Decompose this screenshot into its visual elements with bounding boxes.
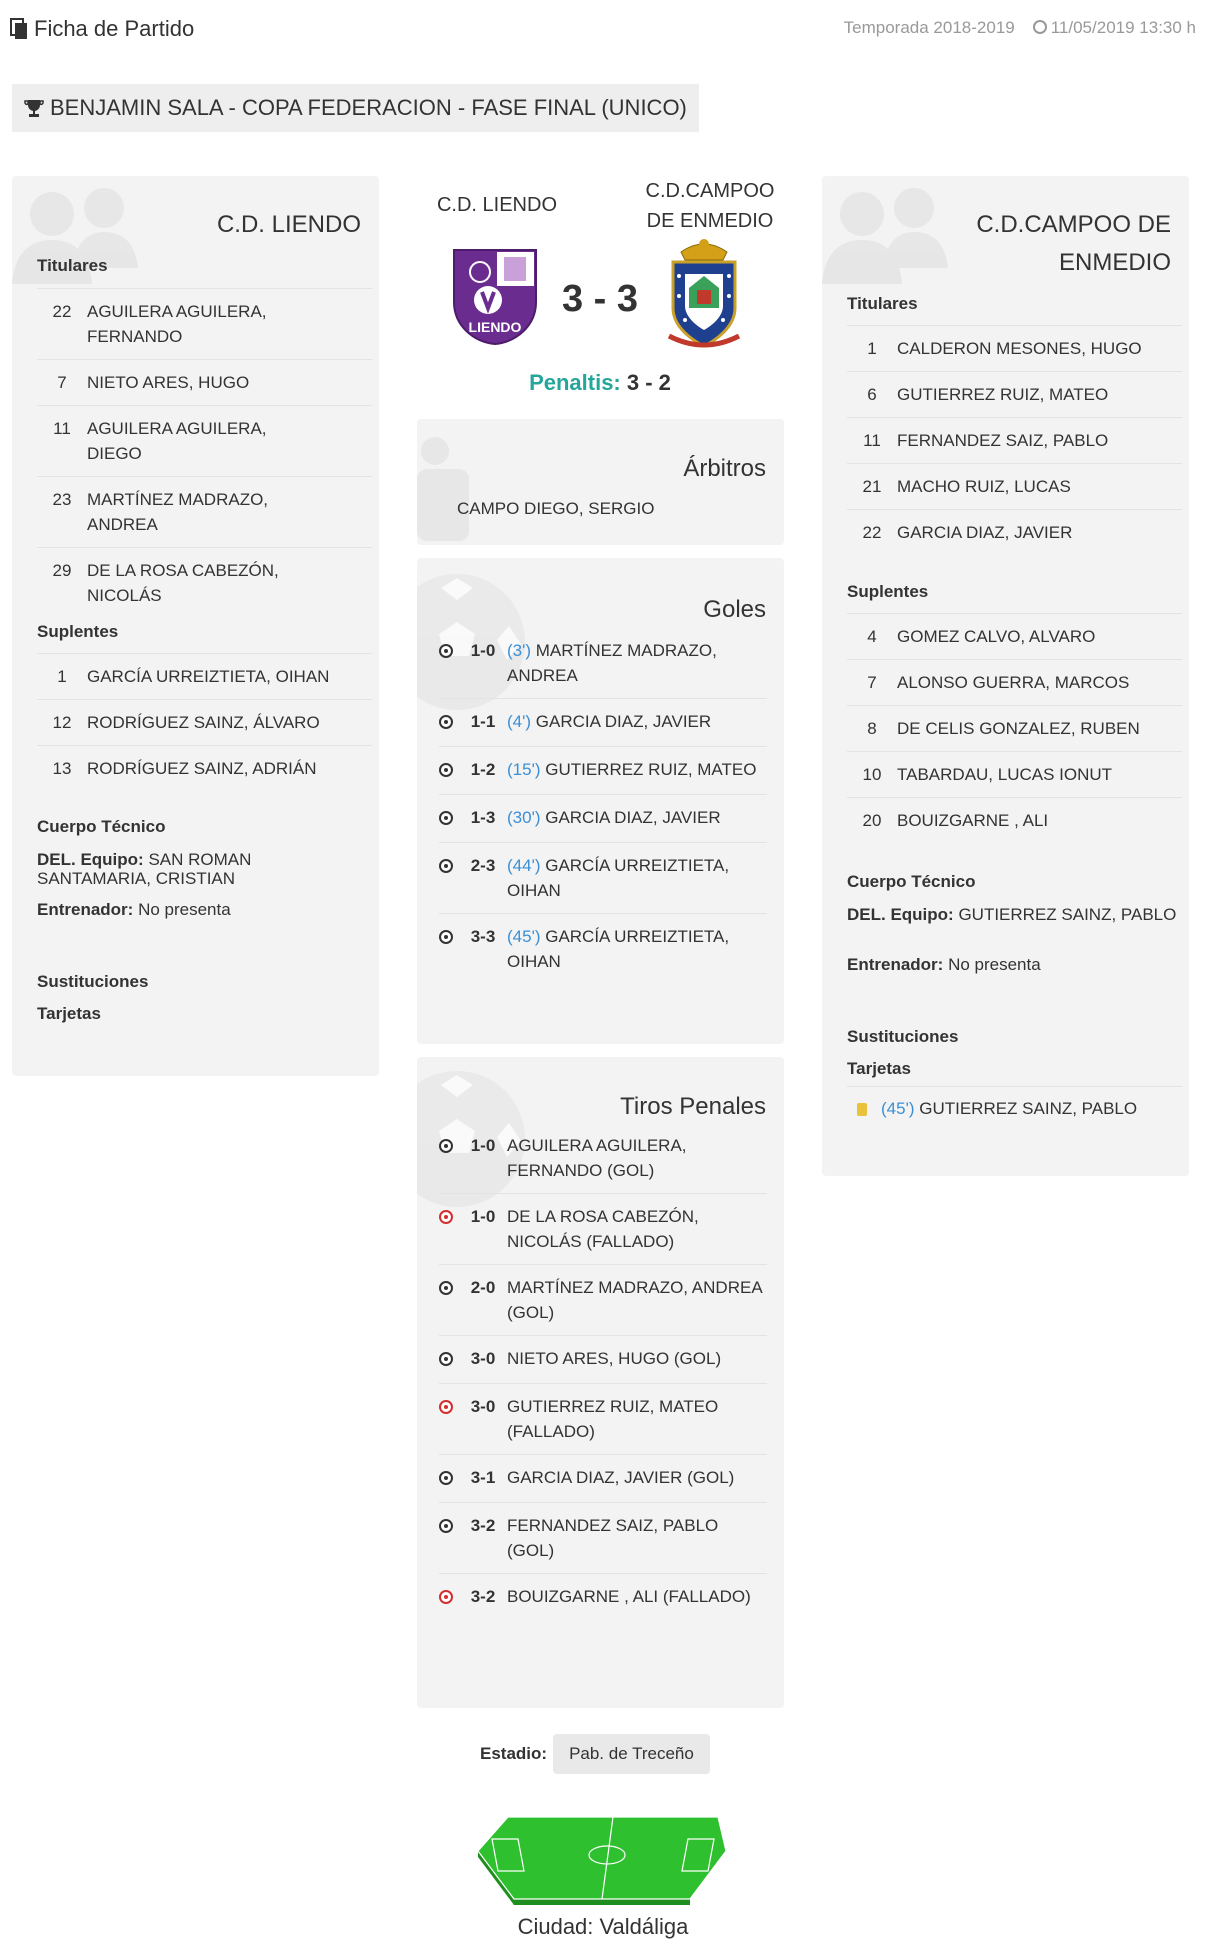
away-subs-label: Suplentes <box>847 582 929 601</box>
away-team-panel <box>822 176 1189 1176</box>
home-delegate <box>37 850 367 888</box>
goal-minute: (3') <box>507 641 532 660</box>
player-number: 29 <box>52 561 72 580</box>
goal-result: 3-3 <box>470 927 496 946</box>
penalty-row <box>439 1503 767 1574</box>
page-title-text: Ficha de Partido <box>34 16 195 41</box>
away-cards-list <box>847 1086 1182 1119</box>
goal-result: 1-2 <box>470 760 496 779</box>
goal-player: GARCÍA URREIZTIETA, OIHAN <box>507 856 730 900</box>
player-number: 21 <box>862 477 882 496</box>
referees-title: Árbitros <box>683 455 766 482</box>
away-starters-list <box>847 325 1182 555</box>
soccer-ball-icon <box>439 811 453 825</box>
player-name: MACHO RUIZ, LUCAS <box>897 477 1071 496</box>
penalty-row <box>439 1123 767 1194</box>
player-number: 7 <box>867 673 877 692</box>
home-substitutions-label: Sustituciones <box>37 972 149 991</box>
away-cards-label: Tarjetas <box>847 1059 911 1078</box>
goal-player: GARCIA DIAZ, JAVIER <box>535 712 712 731</box>
home-starters-label: Titulares <box>37 256 108 275</box>
away-coach <box>847 955 1177 974</box>
goal-result: 2-3 <box>470 856 496 875</box>
penalty-taker: DE LA ROSA CABEZÓN, NICOLÁS (FALLADO) <box>507 1207 699 1251</box>
player-number: 8 <box>867 719 877 738</box>
season-label: Temporada 2018-2019 <box>843 18 1015 37</box>
goal-row <box>439 914 767 984</box>
player-name: FERNANDEZ SAIZ, PABLO <box>897 431 1109 450</box>
penalties-score: 3 - 2 <box>626 370 671 395</box>
goal-row <box>439 628 767 699</box>
datetime-text: 11/05/2019 13:30 h <box>1050 18 1196 37</box>
away-crest-icon <box>667 236 741 354</box>
home-team-title: C.D. LIENDO <box>436 194 558 216</box>
player-row <box>37 745 372 791</box>
penalty-row <box>439 1194 767 1265</box>
player-number: 6 <box>867 385 877 404</box>
delegate-value: GUTIERREZ SAINZ, PABLO <box>958 905 1177 924</box>
player-row <box>37 476 372 547</box>
missed-ball-icon <box>439 1210 453 1224</box>
player-row <box>37 405 372 476</box>
penalty-taker: AGUILERA AGUILERA, FERNANDO (GOL) <box>507 1136 687 1180</box>
coach-value: No presenta <box>948 955 1041 974</box>
player-name: BOUIZGARNE , ALI <box>897 811 1049 830</box>
penalty-row <box>439 1455 767 1503</box>
player-row <box>847 613 1182 659</box>
penalties-summary <box>415 370 785 396</box>
home-subs-label: Suplentes <box>37 622 119 641</box>
svg-text:LIENDO: LIENDO <box>468 319 522 335</box>
goal-player: GUTIERREZ RUIZ, MATEO <box>545 760 757 779</box>
card-player: GUTIERREZ SAINZ, PABLO <box>919 1099 1138 1118</box>
goal-result: 1-3 <box>470 808 496 827</box>
away-delegate <box>847 905 1177 924</box>
stadium-info <box>480 1734 710 1774</box>
away-substitutions-label: Sustituciones <box>847 1027 959 1046</box>
player-name: MARTÍNEZ MADRAZO, ANDREA <box>87 490 269 534</box>
away-starters-label: Titulares <box>847 294 918 313</box>
player-row <box>847 751 1182 797</box>
penalty-result: 3-2 <box>470 1587 496 1606</box>
soccer-ball-icon <box>439 1471 453 1485</box>
home-team-name: C.D. LIENDO <box>216 211 361 238</box>
penalty-taker: GARCIA DIAZ, JAVIER (GOL) <box>507 1468 735 1487</box>
match-meta <box>844 18 1196 38</box>
away-staff-label: Cuerpo Técnico <box>847 872 976 891</box>
player-number: 13 <box>52 759 72 778</box>
penalty-taker: NIETO ARES, HUGO (GOL) <box>507 1349 722 1368</box>
player-number: 22 <box>862 523 882 542</box>
away-subs-list <box>847 613 1182 843</box>
player-name: CALDERON MESONES, HUGO <box>897 339 1142 358</box>
page-title <box>10 16 194 42</box>
player-name: RODRÍGUEZ SAINZ, ÁLVARO <box>87 713 320 732</box>
player-number: 7 <box>57 373 67 392</box>
player-row <box>847 705 1182 751</box>
player-name: GARCÍA URREIZTIETA, OIHAN <box>87 667 330 686</box>
match-score: 3 - 3 <box>561 278 639 320</box>
home-cards-label: Tarjetas <box>37 1004 101 1023</box>
trophy-icon <box>24 98 44 118</box>
home-staff-label: Cuerpo Técnico <box>37 817 166 836</box>
soccer-ball-icon <box>439 1139 453 1153</box>
soccer-ball-icon <box>439 763 453 777</box>
goals-list <box>439 628 767 984</box>
soccer-ball-icon <box>439 1352 453 1366</box>
player-number: 10 <box>862 765 882 784</box>
delegate-label: DEL. Equipo: <box>37 850 144 869</box>
city-label: Ciudad: Valdáliga <box>517 1914 689 1939</box>
penalty-row <box>439 1384 767 1455</box>
penalty-row <box>439 1336 767 1384</box>
stadium-label: Estadio: <box>480 1744 548 1763</box>
penalty-result: 3-0 <box>470 1349 496 1368</box>
penalty-row <box>439 1574 767 1621</box>
player-number: 1 <box>57 667 67 686</box>
penalty-taker: MARTÍNEZ MADRAZO, ANDREA (GOL) <box>507 1278 762 1322</box>
goal-minute: (4') <box>507 712 532 731</box>
player-name: TABARDAU, LUCAS IONUT <box>897 765 1113 784</box>
home-subs-list <box>37 653 372 791</box>
goal-minute: (15') <box>507 760 541 779</box>
goal-row <box>439 747 767 795</box>
soccer-ball-icon <box>439 1519 453 1533</box>
missed-ball-icon <box>439 1400 453 1414</box>
soccer-ball-icon <box>439 859 453 873</box>
player-row <box>37 653 372 699</box>
match-datetime <box>1033 18 1196 38</box>
goal-minute: (45') <box>507 927 541 946</box>
penalty-taker: FERNANDEZ SAIZ, PABLO (GOL) <box>507 1516 719 1560</box>
away-team-title: C.D.CAMPOO DE ENMEDIO <box>645 180 775 232</box>
penalty-row <box>439 1265 767 1336</box>
goal-row <box>439 795 767 843</box>
player-row <box>847 417 1182 463</box>
player-row <box>847 659 1182 705</box>
match-header <box>415 176 785 406</box>
goal-minute: (30') <box>507 808 541 827</box>
penalty-taker: GUTIERREZ RUIZ, MATEO (FALLADO) <box>507 1397 719 1441</box>
penalty-result: 1-0 <box>470 1207 496 1226</box>
player-number: 23 <box>52 490 72 509</box>
goal-player: GARCIA DIAZ, JAVIER <box>545 808 721 827</box>
goal-result: 1-1 <box>470 712 496 731</box>
player-row <box>847 463 1182 509</box>
header-bar <box>10 14 1196 54</box>
penalty-list <box>439 1123 767 1621</box>
card-row <box>847 1086 1182 1119</box>
player-row <box>847 325 1182 371</box>
player-name: NIETO ARES, HUGO <box>87 373 250 392</box>
player-number: 12 <box>52 713 72 732</box>
penalty-result: 3-0 <box>470 1397 496 1416</box>
player-name: GUTIERREZ RUIZ, MATEO <box>897 385 1109 404</box>
team-silhouette-icon <box>822 184 950 284</box>
home-coach <box>37 900 367 919</box>
player-row <box>847 797 1182 843</box>
penalty-result: 3-2 <box>470 1516 496 1535</box>
player-number: 1 <box>867 339 877 358</box>
soccer-ball-icon <box>439 1281 453 1295</box>
penalty-taker: BOUIZGARNE , ALI (FALLADO) <box>507 1587 751 1606</box>
player-number: 4 <box>867 627 877 646</box>
goal-result: 1-0 <box>470 641 496 660</box>
delegate-value: SAN ROMAN SANTAMARIA, CRISTIAN <box>37 850 252 888</box>
clock-icon <box>1033 20 1047 34</box>
football-pitch-icon <box>478 1815 728 1905</box>
missed-ball-icon <box>439 1590 453 1604</box>
player-number: 20 <box>862 811 882 830</box>
away-team-name: C.D.CAMPOO DE ENMEDIO <box>976 211 1171 276</box>
document-icon <box>10 18 28 40</box>
home-starters-list <box>37 288 372 618</box>
player-name: DE LA ROSA CABEZÓN, NICOLÁS <box>87 561 279 605</box>
goals-panel <box>417 558 784 1044</box>
penalty-result: 1-0 <box>470 1136 496 1155</box>
player-row <box>37 547 372 618</box>
player-name: AGUILERA AGUILERA, FERNANDO <box>87 302 267 346</box>
coach-label: Entrenador: <box>847 955 944 974</box>
soccer-ball-icon <box>439 644 453 658</box>
player-name: RODRÍGUEZ SAINZ, ADRIÁN <box>87 759 317 778</box>
goal-player: GARCÍA URREIZTIETA, OIHAN <box>507 927 730 971</box>
player-row <box>37 288 372 359</box>
player-row <box>847 509 1182 555</box>
player-number: 22 <box>52 302 72 321</box>
soccer-ball-icon <box>439 930 453 944</box>
yellow-card-icon <box>857 1103 867 1116</box>
soccer-ball-icon <box>439 715 453 729</box>
penalties-label: Penaltis: <box>529 370 621 395</box>
delegate-label: DEL. Equipo: <box>847 905 954 924</box>
goal-row <box>439 699 767 747</box>
goal-minute: (44') <box>507 856 541 875</box>
penalty-result: 2-0 <box>470 1278 496 1297</box>
home-team-panel <box>12 176 379 1076</box>
competition-banner <box>12 84 699 132</box>
referee-name: CAMPO DIEGO, SERGIO <box>457 499 655 518</box>
penalty-shootout-title: Tiros Penales <box>620 1093 766 1120</box>
player-row <box>37 699 372 745</box>
player-name: ALONSO GUERRA, MARCOS <box>897 673 1130 692</box>
person-silhouette-icon <box>417 435 473 545</box>
goal-row <box>439 843 767 914</box>
coach-value: No presenta <box>138 900 231 919</box>
player-number: 11 <box>53 419 71 438</box>
player-name: GOMEZ CALVO, ALVARO <box>897 627 1096 646</box>
referees-panel <box>417 419 784 545</box>
goal-player: MARTÍNEZ MADRAZO, ANDREA <box>507 641 717 685</box>
card-minute: (45') <box>881 1099 915 1118</box>
player-name: GARCIA DIAZ, JAVIER <box>897 523 1073 542</box>
goals-title: Goles <box>703 596 766 623</box>
player-row <box>37 359 372 405</box>
stadium-value[interactable]: Pab. de Treceño <box>553 1734 710 1774</box>
penalty-result: 3-1 <box>470 1468 496 1487</box>
penalty-shootout-panel <box>417 1057 784 1708</box>
competition-text: BENJAMIN SALA - COPA FEDERACION - FASE FINAL (UNICO) <box>50 95 687 120</box>
player-row <box>847 371 1182 417</box>
player-name: AGUILERA AGUILERA, DIEGO <box>87 419 267 463</box>
player-name: DE CELIS GONZALEZ, RUBEN <box>897 719 1140 738</box>
player-number: 11 <box>863 431 881 450</box>
coach-label: Entrenador: <box>37 900 134 919</box>
